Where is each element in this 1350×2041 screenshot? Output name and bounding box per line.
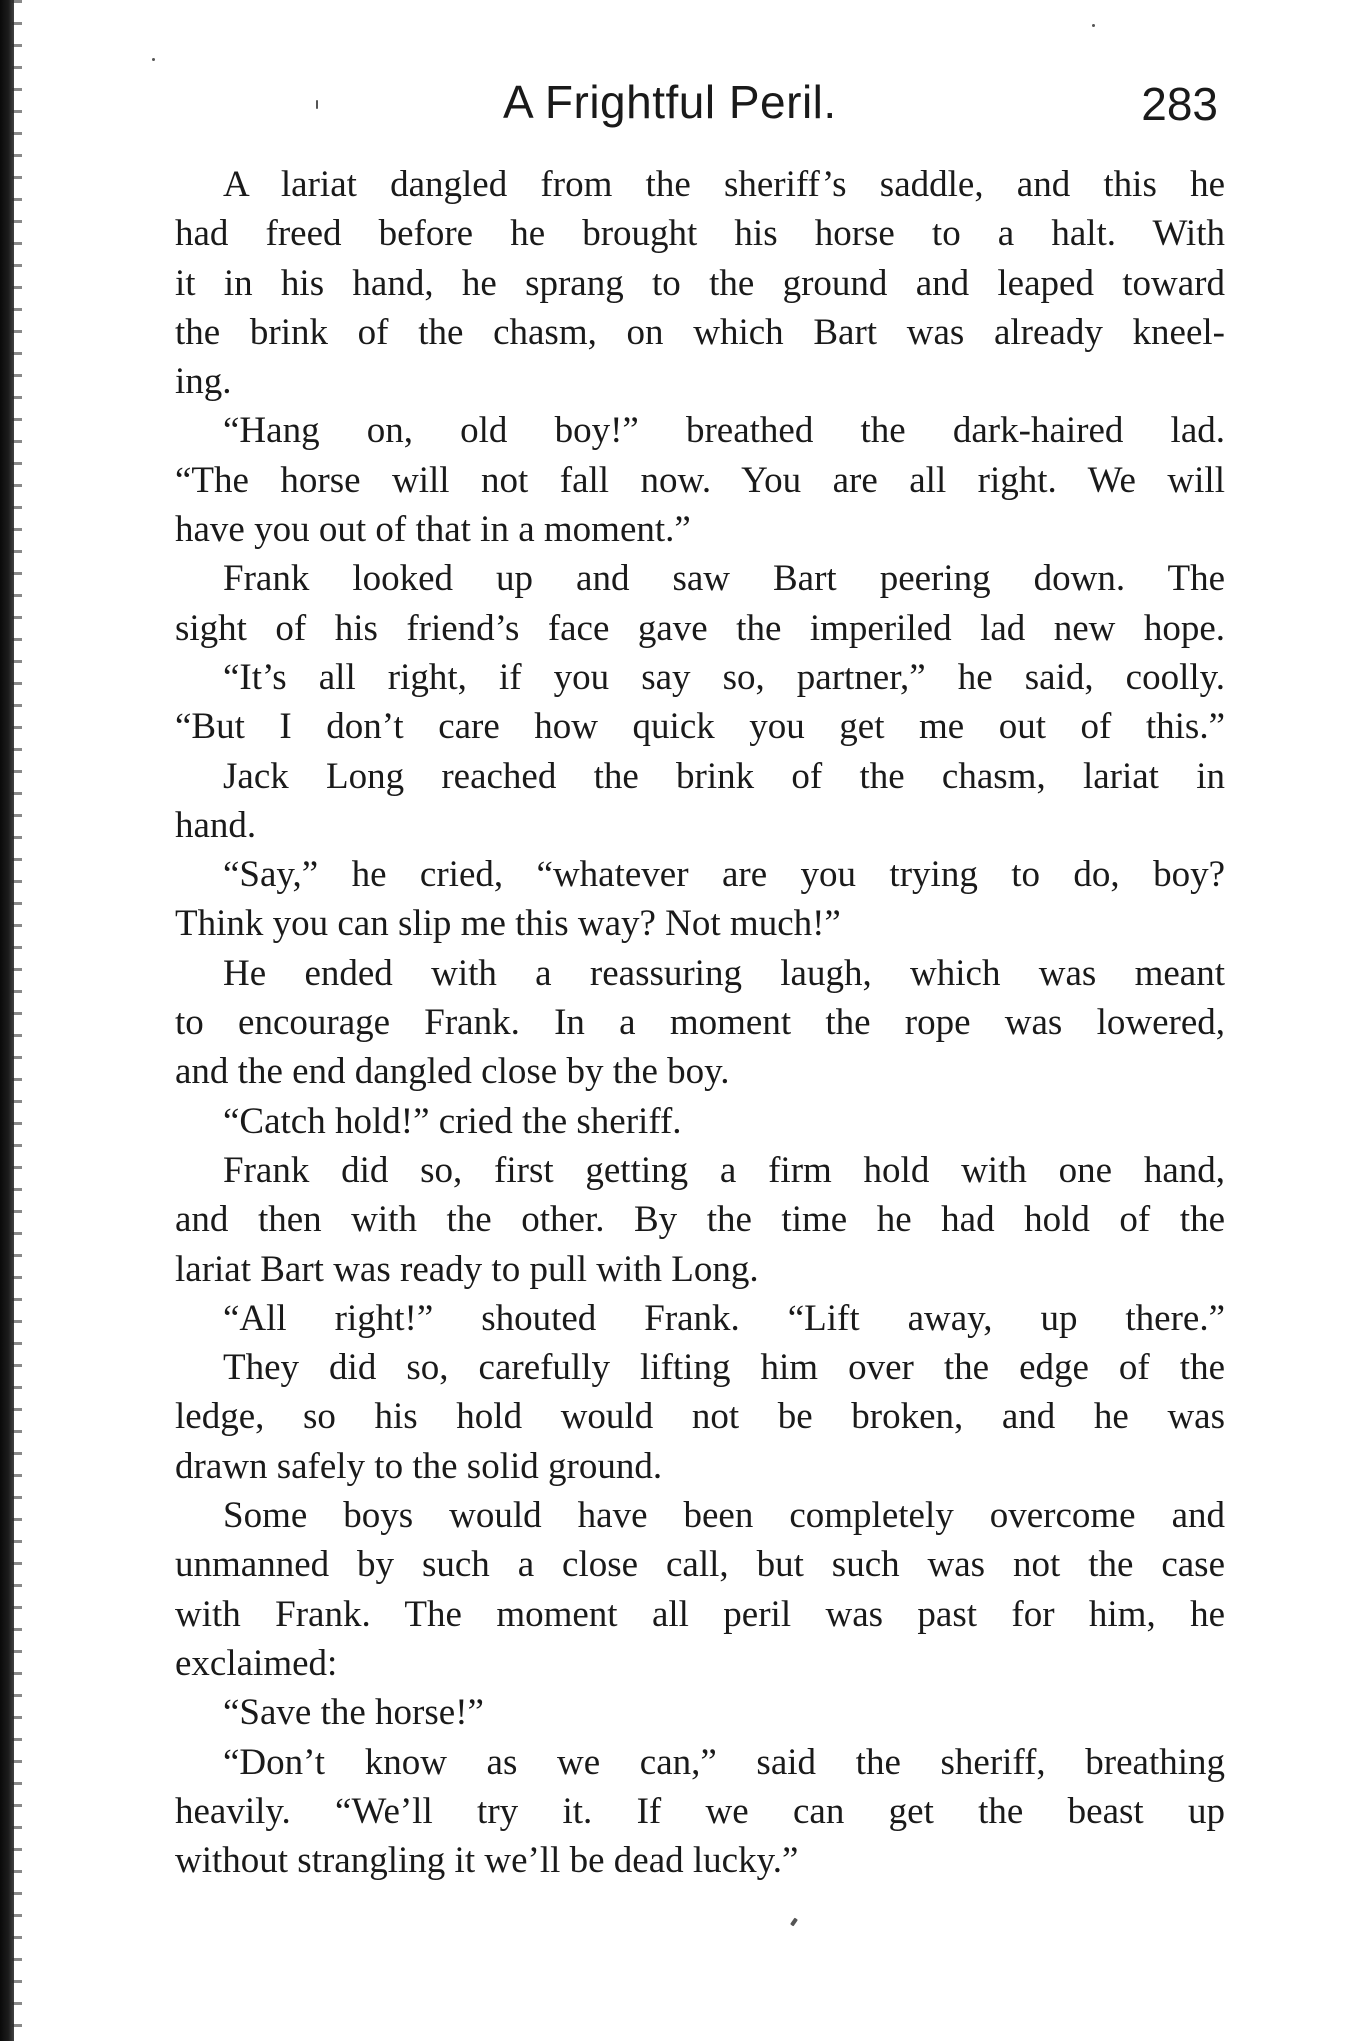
text-line: “Don’t know as we can,” said the sheriff, breathing: [223, 1741, 1225, 1783]
paper-speck: [152, 58, 155, 61]
text-line: Think you can slip me this way? Not much!”: [175, 903, 841, 945]
text-line: “Save the horse!”: [223, 1692, 484, 1734]
body-text: [175, 160, 1225, 1885]
text-line: lariat Bart was ready to pull with Long.: [175, 1248, 759, 1290]
text-line: it in his hand, he sprang to the ground and leaped toward: [175, 262, 1225, 304]
text-line: “But I don’t care how quick you get me out of this.”: [175, 706, 1225, 748]
text-line: Frank looked up and saw Bart peering down. The: [223, 558, 1225, 600]
text-line: the brink of the chasm, on which Bart was already kneel-: [175, 311, 1225, 353]
text-line: and the end dangled close by the boy.: [175, 1051, 730, 1093]
text-line: “Say,” he cried, “whatever are you trying to do, boy?: [223, 854, 1225, 896]
page-number: 283: [1141, 78, 1218, 130]
text-line: He ended with a reassuring laugh, which was meant: [223, 952, 1225, 994]
text-line: had freed before he brought his horse to a halt. With: [175, 213, 1225, 255]
running-title: A Frightful Peril.: [503, 76, 837, 128]
text-line: have you out of that in a moment.”: [175, 509, 691, 551]
text-line: They did so, carefully lifting him over the edge of the: [223, 1347, 1225, 1389]
spine-edge-texture: [12, 0, 22, 2041]
text-line: “It’s all right, if you say so, partner,” he said, coolly.: [223, 656, 1225, 698]
text-line: “Hang on, old boy!” breathed the dark-haired lad.: [223, 410, 1225, 452]
text-line: “All right!” shouted Frank. “Lift away, up there.”: [223, 1297, 1225, 1339]
text-line: “Catch hold!” cried the sheriff.: [223, 1100, 682, 1142]
page-header: [175, 74, 1225, 138]
text-line: unmanned by such a close call, but such was not the case: [175, 1544, 1225, 1586]
paper-speck: [316, 100, 318, 109]
text-line: ing.: [175, 361, 232, 403]
text-line: “The horse will not fall now. You are all right. We will: [175, 459, 1225, 501]
text-line: drawn safely to the solid ground.: [175, 1445, 663, 1487]
text-line: ledge, so his hold would not be broken, and he was: [175, 1396, 1225, 1438]
text-line: Frank did so, first getting a firm hold with one hand,: [223, 1149, 1225, 1191]
text-line: Some boys would have been completely overcome and: [223, 1495, 1225, 1537]
text-line: exclaimed:: [175, 1642, 338, 1684]
text-line: heavily. “We’ll try it. If we can get the beast up: [175, 1790, 1225, 1832]
text-line: with Frank. The moment all peril was past for him, he: [175, 1593, 1225, 1635]
text-line: without strangling it we’ll be dead lucky.”: [175, 1840, 799, 1882]
text-line: to encourage Frank. In a moment the rope was lowered,: [175, 1002, 1225, 1044]
text-line: sight of his friend’s face gave the imperiled lad new hope.: [175, 607, 1225, 649]
text-line: and then with the other. By the time he had hold of the: [175, 1199, 1225, 1241]
paper-speck: [790, 1918, 798, 1927]
text-line: A lariat dangled from the sheriff’s saddle, and this he: [223, 164, 1225, 205]
paper-speck: [1092, 24, 1095, 27]
text-line: hand.: [175, 804, 257, 846]
text-line: Jack Long reached the brink of the chasm, lariat in: [223, 755, 1225, 797]
